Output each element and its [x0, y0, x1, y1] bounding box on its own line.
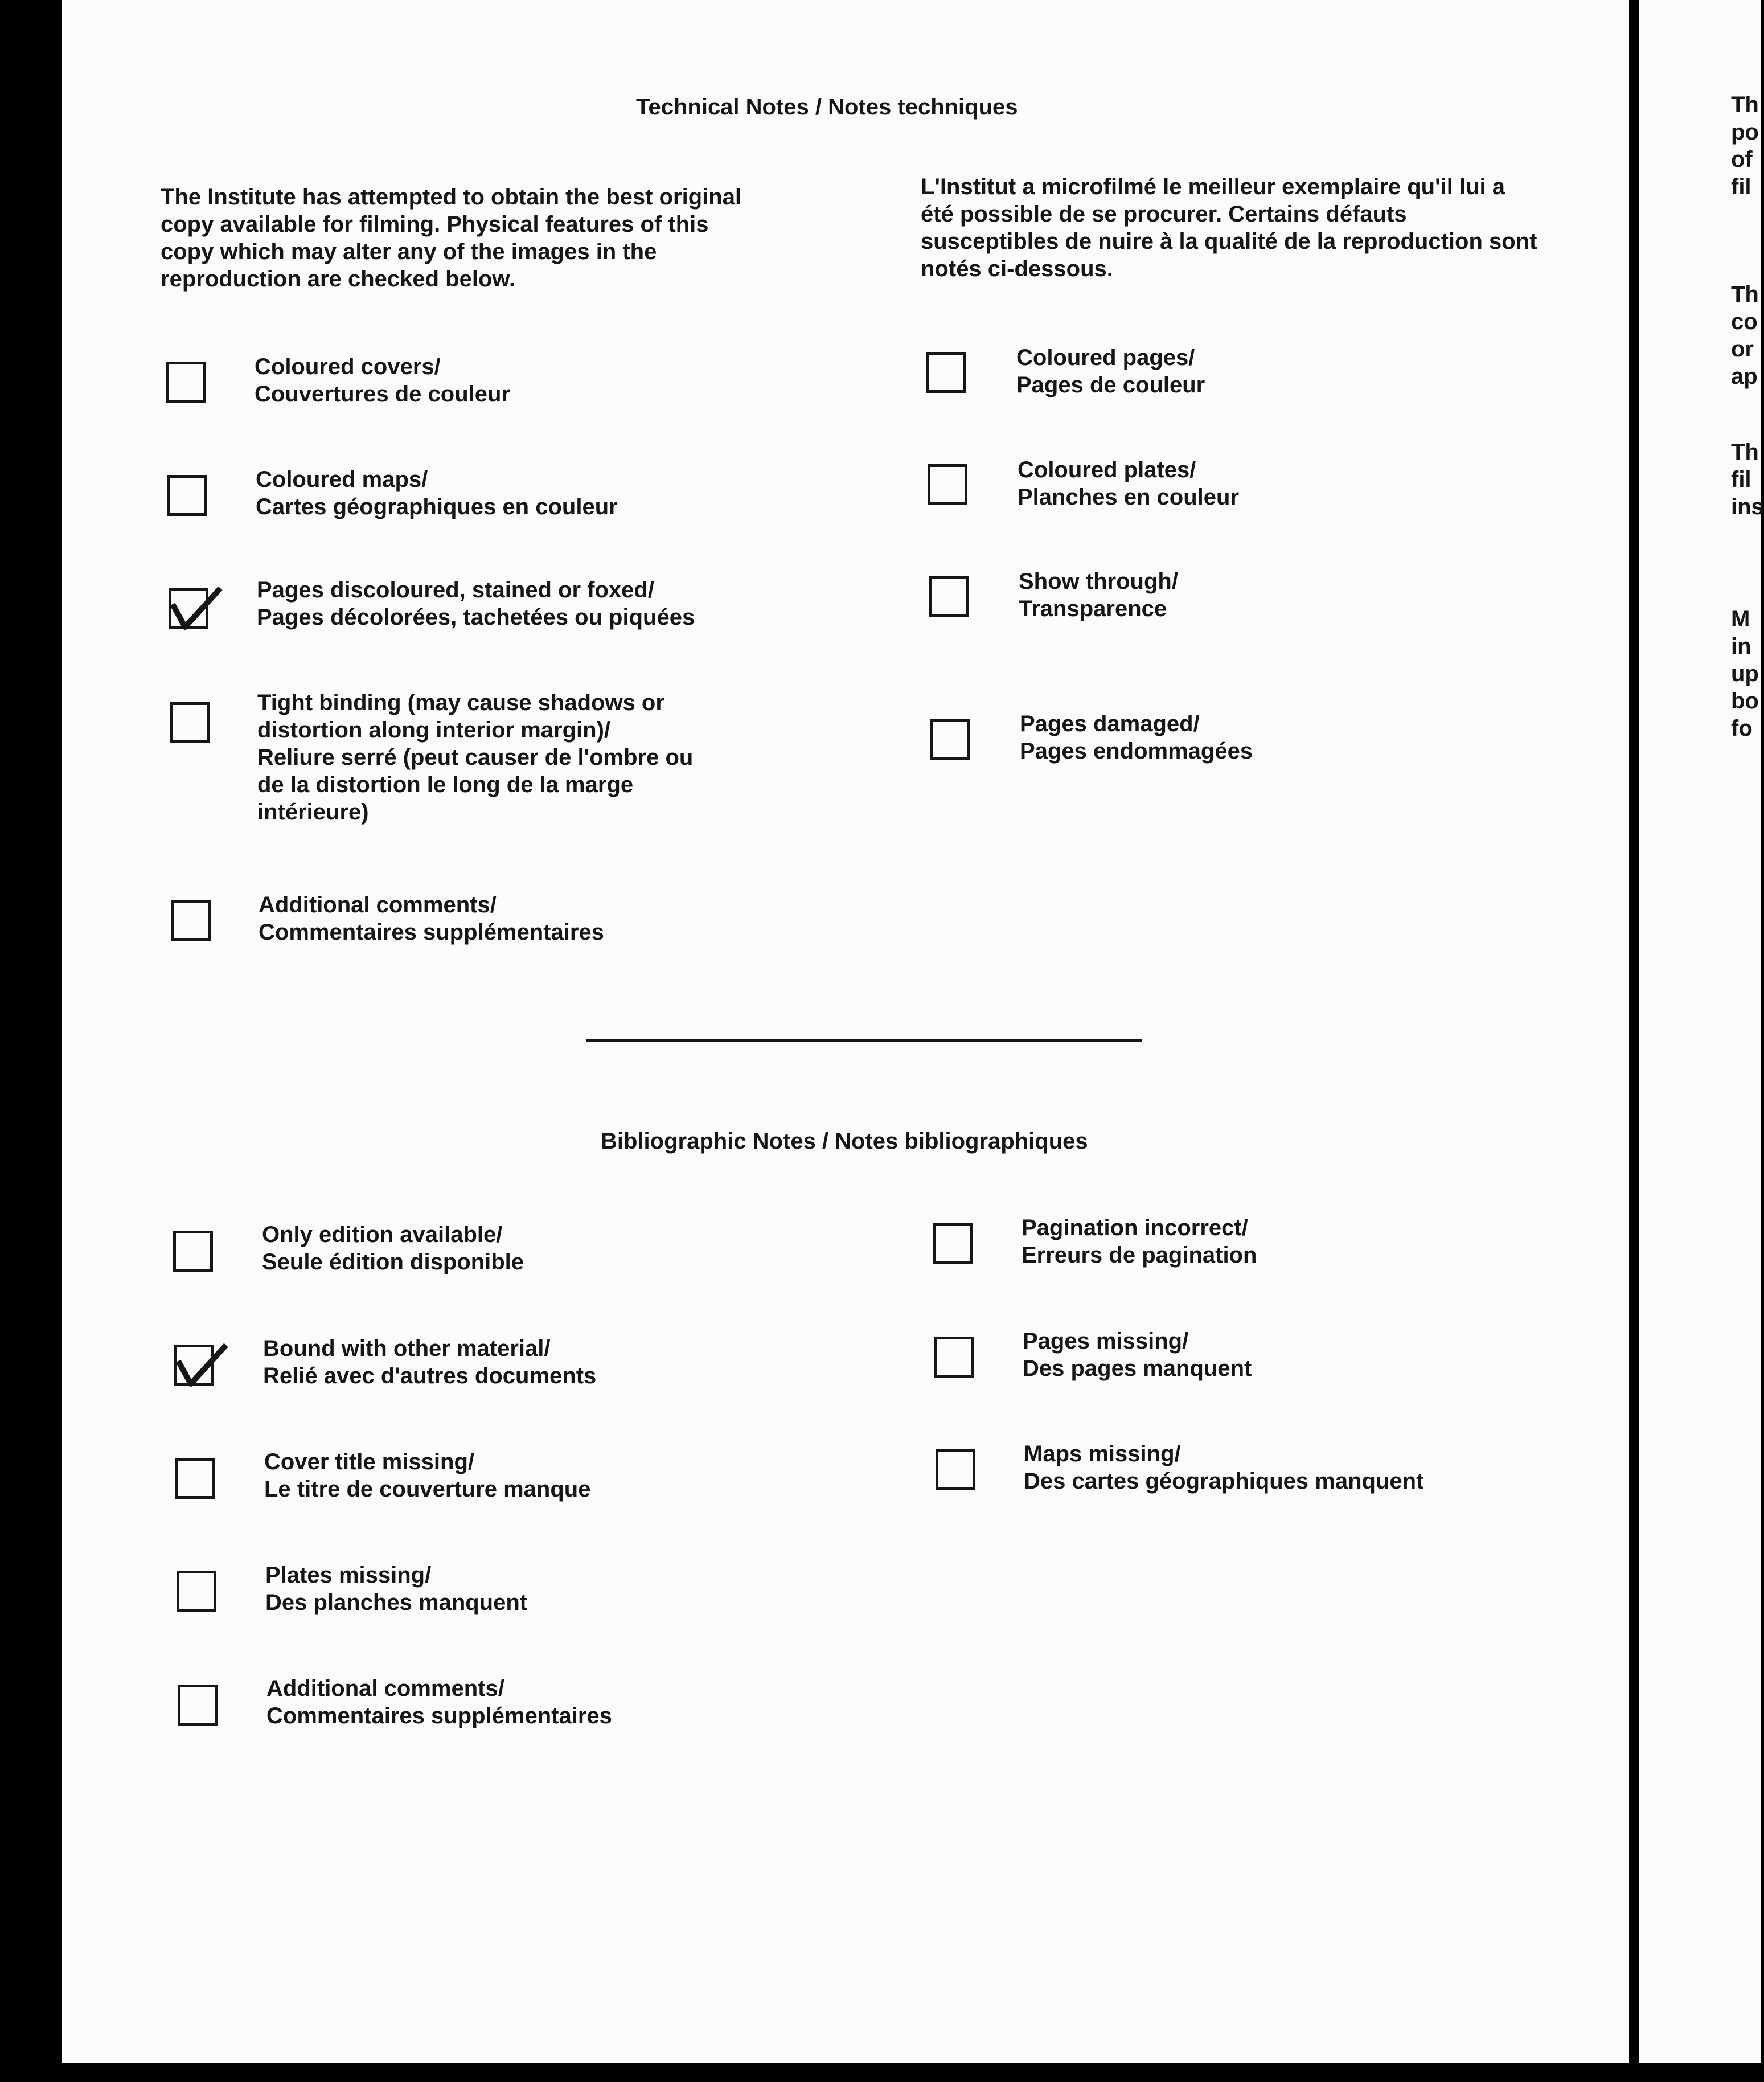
checklist-item-line: Le titre de couverture manque — [264, 1477, 591, 1502]
adjacent-text-fragment — [1731, 281, 1759, 390]
adjacent-text-fragment — [1731, 91, 1759, 200]
checklist-item-label — [1019, 568, 1178, 622]
checkbox[interactable] — [926, 352, 966, 393]
technical-intro-en: The Institute has attempted to obtain the best original copy available for filming. Physical features of this copy which may alter any of the images in the reproduction are checked below. — [161, 185, 742, 292]
technical-notes-title: Technical Notes / Notes techniques — [636, 95, 1018, 120]
adjacent-fragment-line: co — [1731, 309, 1758, 334]
checklist-item-line: Des cartes géographiques manquent — [1024, 1469, 1424, 1494]
checkbox-checked[interactable] — [174, 1345, 214, 1386]
checklist-item-label — [255, 353, 510, 408]
checkbox[interactable] — [928, 464, 967, 505]
adjacent-text-fragment — [1731, 605, 1759, 742]
adjacent-fragment-line: fil — [1731, 467, 1751, 492]
checklist-item-label — [1016, 344, 1205, 399]
checklist-item-line: Pages damaged/ — [1020, 711, 1200, 736]
checkbox[interactable] — [933, 1223, 973, 1264]
checkbox[interactable] — [929, 576, 969, 617]
technical-intro-fr: L'Institut a microfilmé le meilleur exemplaire qu'il lui a été possible de se procurer. Certains défauts susceptibles de nuire à la qualité de la reproduction sont notés ci-dessous. — [921, 174, 1537, 281]
checklist-item-line: Commentaires supplémentaires — [266, 1703, 612, 1728]
checkbox[interactable] — [175, 1458, 215, 1499]
checkbox-checked[interactable] — [169, 588, 208, 629]
checklist-item-label — [257, 576, 695, 631]
checklist-item-line: Pages missing/ — [1023, 1329, 1189, 1354]
checkbox[interactable] — [934, 1337, 974, 1378]
checklist-item-line: intérieure) — [257, 800, 369, 825]
checklist-item-line: Coloured pages/ — [1016, 345, 1195, 370]
adjacent-text-fragment — [1731, 438, 1764, 520]
checkbox[interactable] — [170, 702, 210, 743]
checklist-item-line: Tight binding (may cause shadows or — [257, 690, 664, 715]
checklist-item-line: Cover title missing/ — [264, 1449, 474, 1474]
checklist-item-line: Pages endommagées — [1020, 739, 1253, 764]
checklist-item-line: Pages de couleur — [1016, 372, 1205, 397]
bibliographic-notes-title: Bibliographic Notes / Notes bibliographiques — [601, 1129, 1088, 1154]
checklist-item-line: Des planches manquent — [265, 1590, 528, 1615]
checklist-item-label — [263, 1335, 596, 1390]
checklist-item-line: distortion along interior margin)/ — [257, 718, 610, 743]
adjacent-fragment-line: ins — [1731, 494, 1764, 519]
checklist-item-label — [1024, 1440, 1423, 1495]
adjacent-fragment-line: M — [1731, 606, 1750, 632]
checklist-item-label — [1022, 1214, 1257, 1269]
checklist-item-line: Couvertures de couleur — [255, 382, 511, 407]
checklist-item-line: Plates missing/ — [265, 1563, 432, 1588]
checklist-item-line: Commentaires supplémentaires — [259, 920, 604, 945]
checklist-item-line: Additional comments/ — [266, 1676, 504, 1701]
checklist-item-label — [256, 466, 618, 520]
adjacent-fragment-line: or — [1731, 337, 1754, 362]
checklist-item-line: de la distortion le long de la marge — [257, 772, 634, 797]
checklist-item-line: Relié avec d'autres documents — [263, 1363, 597, 1388]
checklist-item-line: Planches en couleur — [1018, 485, 1240, 510]
checklist-item-label — [257, 689, 693, 826]
checkbox[interactable] — [173, 1231, 213, 1272]
checklist-item-line: Pages décolorées, tachetées ou piquées — [257, 605, 695, 630]
checklist-item-line: Transparence — [1019, 596, 1167, 621]
adjacent-fragment-line: Th — [1731, 282, 1759, 307]
checklist-item-line: Des pages manquent — [1023, 1356, 1252, 1381]
checklist-item-line: Show through/ — [1019, 569, 1178, 594]
checklist-item-label — [266, 1675, 612, 1729]
adjacent-fragment-line: po — [1731, 120, 1759, 145]
checklist-item-line: Coloured maps/ — [256, 467, 428, 492]
adjacent-fragment-line: ap — [1731, 364, 1758, 389]
checkbox[interactable] — [178, 1685, 218, 1726]
checklist-item-line: Reliure serré (peut causer de l'ombre ou — [257, 745, 694, 770]
checkbox[interactable] — [167, 475, 207, 516]
checklist-item-label — [1020, 710, 1253, 765]
checklist-item-label — [1018, 456, 1239, 511]
checkmark-icon — [174, 1334, 231, 1391]
checkbox[interactable] — [930, 719, 970, 760]
checklist-item-label — [265, 1561, 527, 1616]
checklist-item-label — [259, 891, 604, 946]
checklist-item-line: Coloured plates/ — [1018, 457, 1196, 482]
checklist-item-line: Only edition available/ — [262, 1222, 503, 1247]
adjacent-fragment-line: of — [1731, 147, 1753, 172]
checkbox[interactable] — [166, 362, 206, 403]
checkmark-icon — [168, 577, 225, 634]
checklist-item-line: Cartes géographiques en couleur — [256, 494, 618, 519]
checklist-item-label — [264, 1448, 590, 1503]
checklist-item-line: Pages discoloured, stained or foxed/ — [257, 577, 654, 603]
checklist-item-line: Erreurs de pagination — [1022, 1243, 1257, 1268]
checkbox[interactable] — [936, 1449, 975, 1490]
adjacent-fragment-line: fil — [1731, 174, 1751, 199]
adjacent-fragment-line: in — [1731, 634, 1751, 659]
checklist-item-line: Maps missing/ — [1024, 1441, 1181, 1466]
adjacent-fragment-line: Th — [1731, 92, 1759, 117]
checklist-item-line: Pagination incorrect/ — [1022, 1215, 1248, 1240]
checklist-item-line: Bound with other material/ — [263, 1336, 551, 1361]
checkbox[interactable] — [177, 1571, 216, 1612]
checkbox[interactable] — [171, 900, 211, 941]
checklist-item-label — [1023, 1327, 1252, 1382]
adjacent-fragment-line: Th — [1731, 440, 1759, 465]
checklist-item-line: Seule édition disponible — [262, 1249, 524, 1274]
adjacent-page-edge — [1639, 0, 1764, 2063]
adjacent-fragment-line: up — [1731, 661, 1759, 686]
checklist-item-line: Coloured covers/ — [255, 354, 441, 379]
checklist-item-line: Additional comments/ — [259, 892, 497, 917]
adjacent-fragment-line: bo — [1731, 688, 1759, 714]
adjacent-fragment-line: fo — [1731, 716, 1753, 741]
main-page — [62, 0, 1629, 2063]
section-divider — [586, 1039, 1142, 1042]
checklist-item-label — [262, 1221, 524, 1276]
